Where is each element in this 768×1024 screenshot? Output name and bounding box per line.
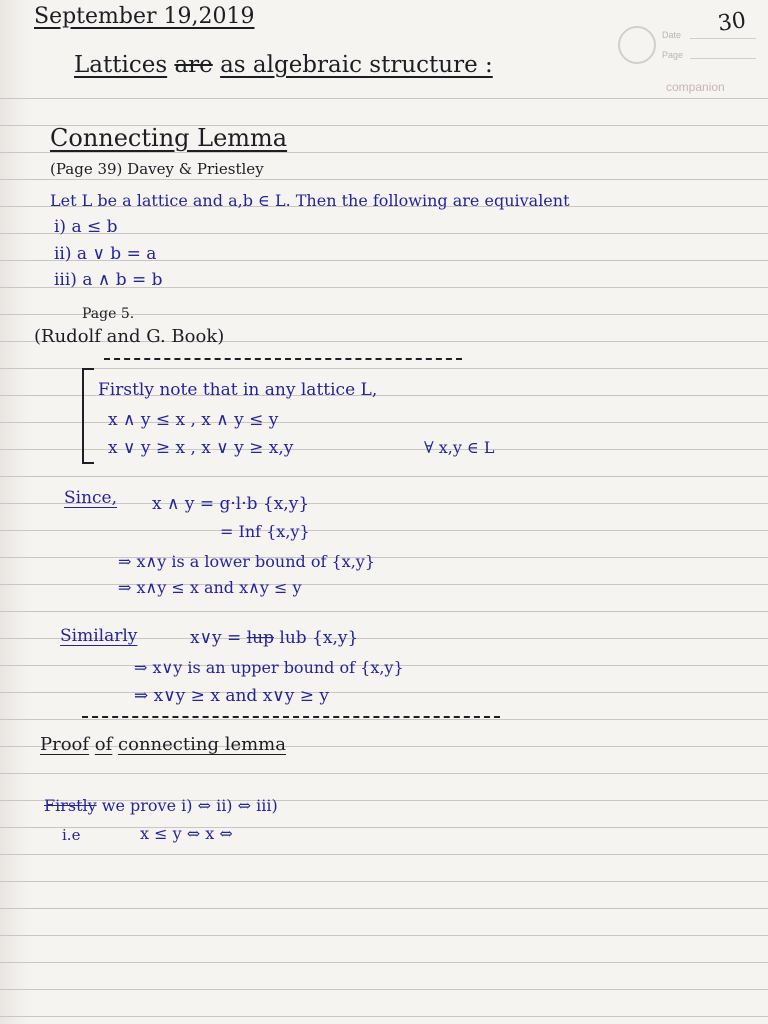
ruled-line [0, 584, 768, 585]
ruled-line [0, 179, 768, 180]
title-struck-word: are [174, 52, 213, 78]
lemma-statement: Let L be a lattice and a,b ∈ L. Then the following are equivalent [50, 191, 570, 210]
since-line-1: x ∧ y = g·l·b {x,y} [152, 494, 310, 514]
meet-inequalities: x ∧ y ≤ x , x ∧ y ≤ y [108, 410, 279, 430]
similarly-line-2: ⇒ x∨y is an upper bound of {x,y} [134, 658, 404, 677]
ruled-line [0, 719, 768, 720]
ruled-line [0, 98, 768, 99]
brand-label: companion [666, 80, 725, 94]
proof-line-1 [44, 796, 278, 815]
book-reference: (Rudolf and G. Book) [34, 326, 225, 347]
ruled-line [0, 935, 768, 936]
similarly-label: Similarly [60, 626, 138, 646]
proof-struck-word: Firstly [44, 796, 97, 815]
join-inequalities: x ∨ y ≥ x , x ∨ y ≥ x,y [108, 438, 294, 458]
title-prefix: Lattices [74, 52, 168, 78]
ruled-line [0, 854, 768, 855]
dashed-divider [104, 358, 462, 360]
proof-heading-of: of [94, 734, 113, 755]
proof-ie: i.e [62, 826, 81, 844]
date-field-label: Date [662, 30, 682, 40]
page-note: Page 5. [82, 306, 135, 322]
ruled-line [0, 773, 768, 774]
ruled-line [0, 962, 768, 963]
ruled-line [0, 530, 768, 531]
dashed-divider-2 [82, 716, 500, 718]
since-label: Since, [64, 488, 118, 508]
lemma-item-1: i) a ≤ b [54, 217, 118, 237]
ruled-line [0, 557, 768, 558]
ruled-line [0, 881, 768, 882]
proof-line-2: x ≤ y ⇔ x ⇔ [140, 824, 233, 843]
lemma-item-2: ii) a ∨ b = a [54, 244, 157, 264]
ruled-line [0, 908, 768, 909]
proof-heading-rest: connecting lemma [118, 734, 286, 755]
proof-heading [40, 734, 286, 755]
title-suffix: as algebraic structure : [220, 52, 493, 78]
notebook-logo-icon [618, 26, 656, 64]
since-line-4: ⇒ x∧y ≤ x and x∧y ≤ y [118, 578, 302, 597]
proof-line-1-text: we prove i) ⇔ ii) ⇔ iii) [101, 796, 278, 815]
similarly-line-3: ⇒ x∨y ≥ x and x∨y ≥ y [134, 686, 329, 706]
ruled-line [0, 152, 768, 153]
for-all-quantifier: ∀ x,y ∈ L [424, 438, 495, 457]
since-line-2: = Inf {x,y} [220, 522, 310, 541]
lemma-reference: (Page 39) Davey & Priestley [50, 160, 264, 178]
ruled-line [0, 692, 768, 693]
ruled-line [0, 989, 768, 990]
similarly-line-1-end: lub {x,y} [279, 628, 359, 648]
page-number: 30 [716, 8, 748, 37]
page-title [74, 52, 493, 78]
section-heading-connecting-lemma: Connecting Lemma [50, 124, 288, 152]
ruled-line [0, 1016, 768, 1017]
ruled-line [0, 611, 768, 612]
proof-heading-word: Proof [40, 734, 90, 755]
lattice-note-intro: Firstly note that in any lattice L, [98, 380, 378, 400]
ruled-line [0, 476, 768, 477]
similarly-line-1-start: x∨y = [190, 628, 242, 648]
lemma-item-3: iii) a ∧ b = b [54, 270, 163, 290]
similarly-struck-word: lup [246, 628, 274, 648]
ruled-line [0, 368, 768, 369]
since-line-3: ⇒ x∧y is a lower bound of {x,y} [118, 552, 375, 571]
page-field-label: Page [662, 50, 684, 60]
ruled-line [0, 827, 768, 828]
bracket [82, 368, 94, 464]
date-heading: September 19,2019 [34, 4, 255, 29]
similarly-line-1 [190, 628, 358, 648]
